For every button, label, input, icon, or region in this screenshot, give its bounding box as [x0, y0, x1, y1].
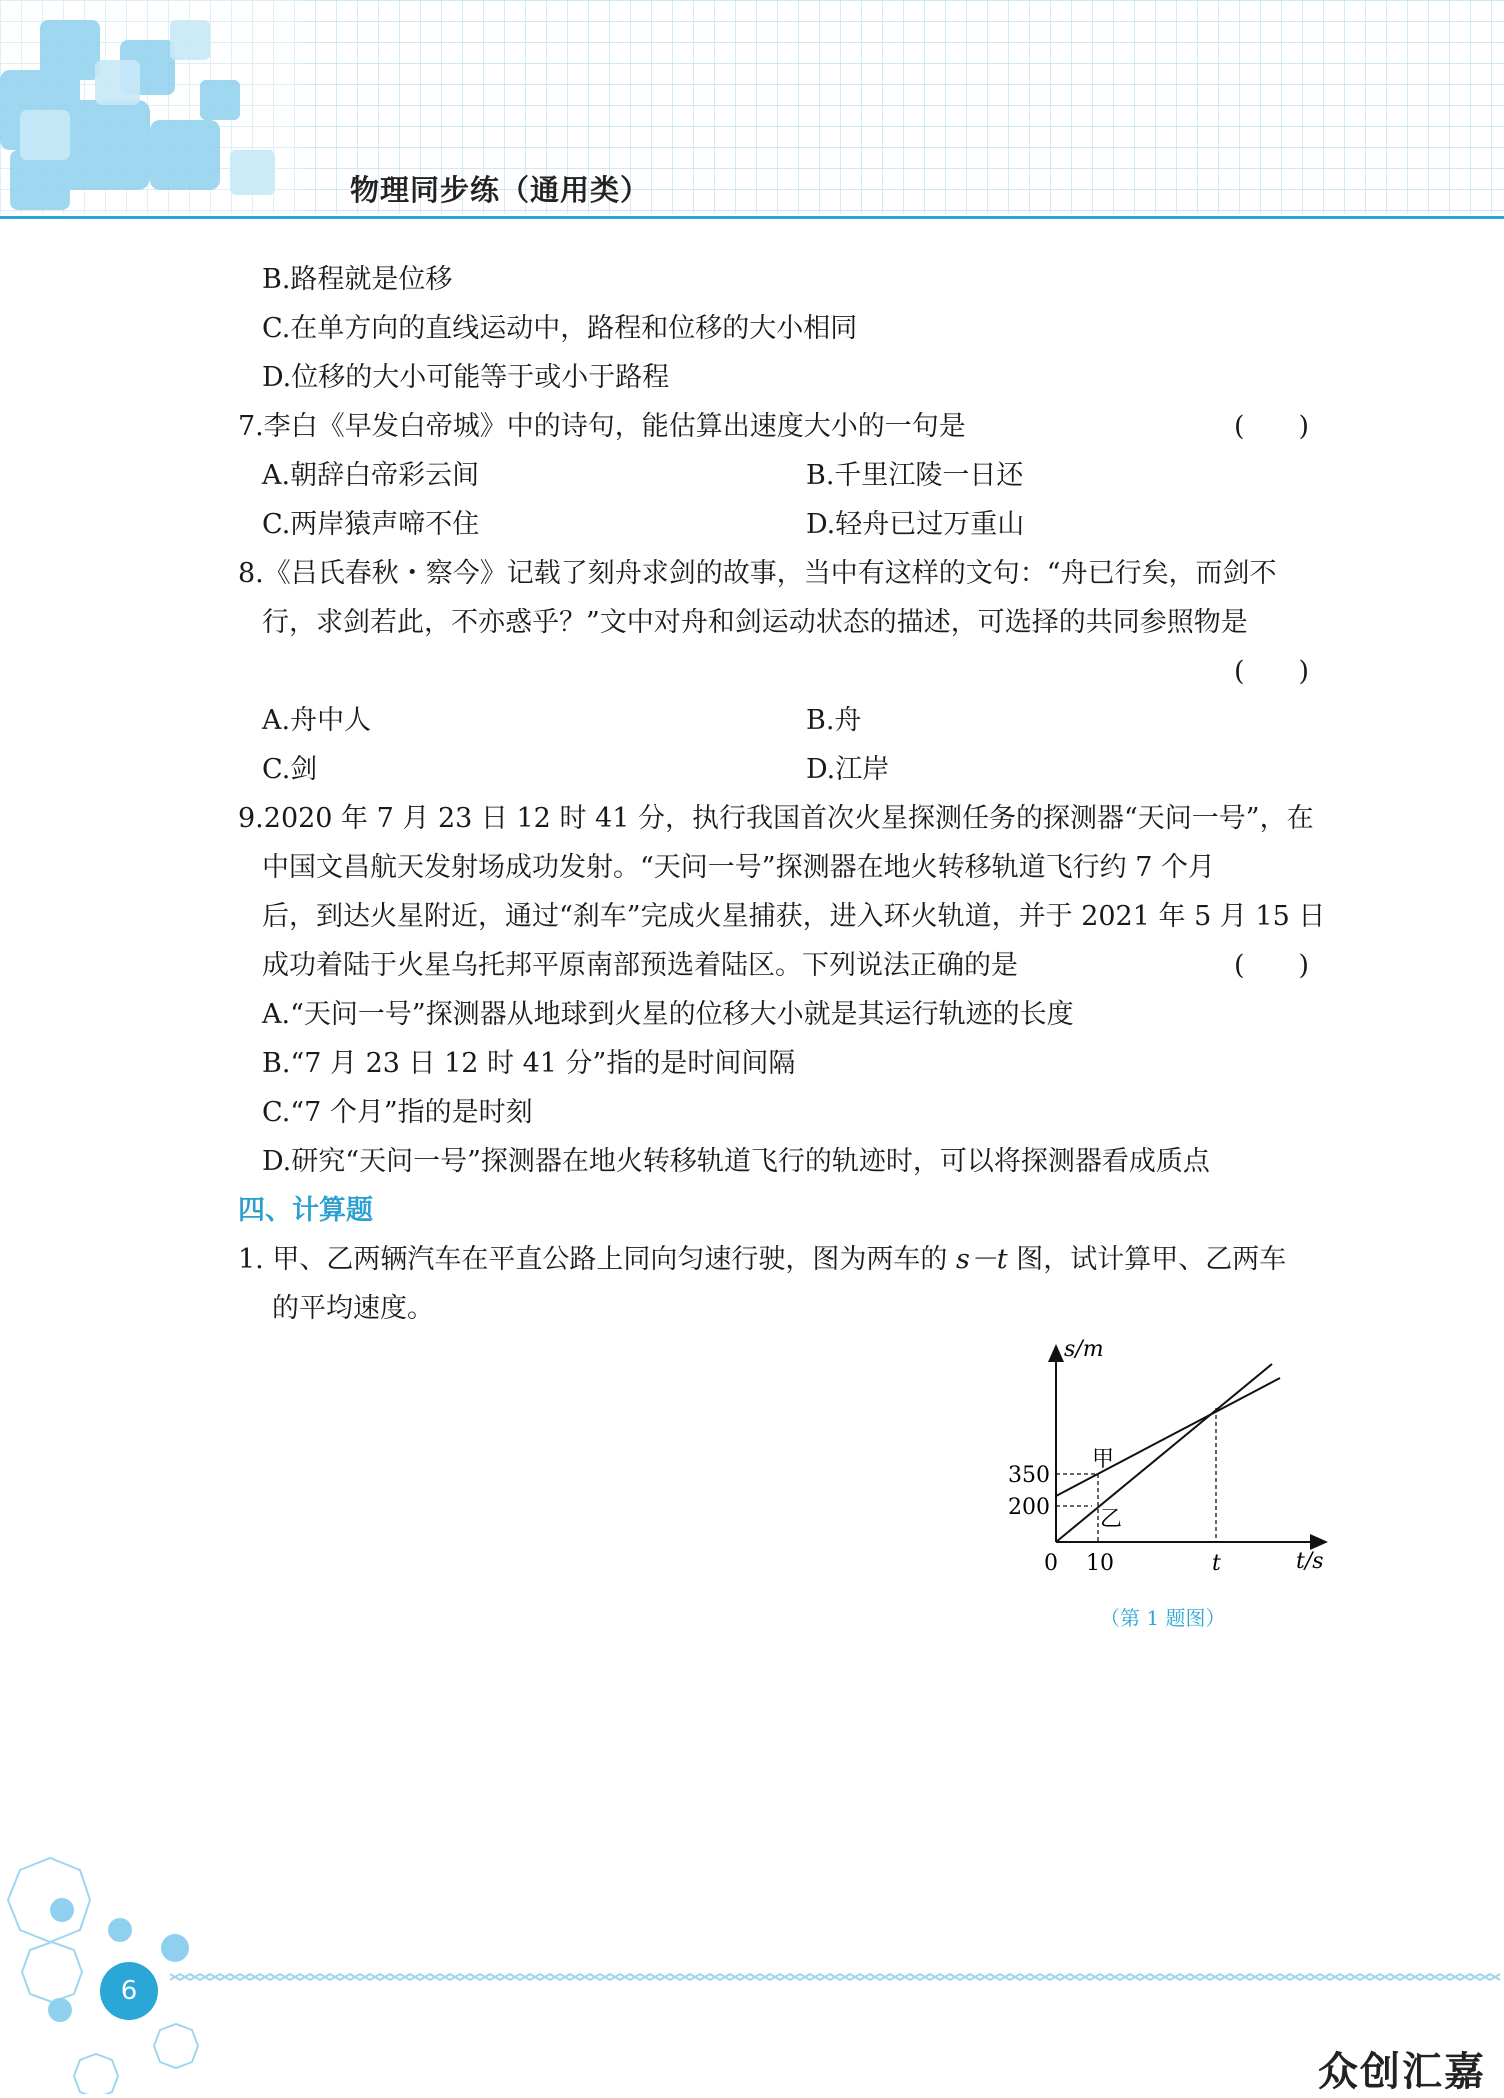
- q6-option-d: D.位移的大小可能等于或小于路程: [262, 362, 670, 393]
- y-axis-label: s/m: [1064, 1337, 1104, 1362]
- q9-answer-blank: ( ): [1234, 950, 1310, 981]
- q9-option-b: B.“7 月 23 日 12 时 41 分”指的是时间间隔: [262, 1048, 796, 1079]
- calc-q1-text-post: 图，试计算甲、乙两车: [1007, 1244, 1287, 1275]
- page-header: [0, 0, 1504, 222]
- q8-stem-line1: 8.《吕氏春秋・察今》记载了刻舟求剑的故事，当中有这样的文句：“舟已行矣，而剑不: [238, 558, 1277, 589]
- q7-answer-blank: ( ): [1234, 411, 1310, 442]
- q9-stem-line1: 9.2020 年 7 月 23 日 12 时 41 分，执行我国首次火星探测任务的探测器“天问一号”，在: [238, 803, 1314, 834]
- x-tick-t: t: [1212, 1551, 1221, 1576]
- page-number: 6: [100, 1962, 158, 2020]
- q7-option-c: C.两岸猿声啼不住: [262, 509, 480, 540]
- st-graph: [990, 1330, 1350, 1604]
- x-tick-10: 10: [1086, 1551, 1114, 1576]
- header-decoration: [0, 0, 1504, 222]
- q8-option-d: D.江岸: [806, 754, 890, 785]
- footer-decoration: [0, 1850, 1504, 2094]
- q8-stem-line2: 行，求剑若此，不亦惑乎？”文中对舟和剑运动状态的描述，可选择的共同参照物是: [262, 607, 1248, 638]
- figure-caption: （第 1 题图）: [1100, 1606, 1226, 1630]
- calc-q1-variable: s－t: [955, 1244, 1008, 1275]
- watermark-text: 众创汇嘉: [1318, 2049, 1486, 2095]
- y-tick-350: 350: [1008, 1463, 1050, 1488]
- label-yi: 乙: [1100, 1507, 1123, 1532]
- q7-option-b: B.千里江陵一日还: [806, 460, 1024, 491]
- q9-option-d: D.研究“天问一号”探测器在地火转移轨道飞行的轨迹时，可以将探测器看成质点: [262, 1146, 1210, 1177]
- origin-label: 0: [1044, 1551, 1058, 1576]
- q6-option-c: C.在单方向的直线运动中，路程和位移的大小相同: [262, 313, 858, 344]
- header-rule: [0, 216, 1504, 219]
- q7-option-a: A.朝辞白帝彩云间: [262, 460, 480, 491]
- q9-stem-line4: 成功着陆于火星乌托邦平原南部预选着陆区。下列说法正确的是: [262, 950, 1018, 981]
- q8-answer-blank: ( ): [1234, 656, 1310, 687]
- q9-stem-line2: 中国文昌航天发射场成功发射。“天问一号”探测器在地火转移轨道飞行约 7 个月: [262, 852, 1215, 883]
- q7-stem: 7.李白《早发白帝城》中的诗句，能估算出速度大小的一句是: [238, 411, 966, 442]
- y-tick-200: 200: [1008, 1495, 1050, 1520]
- q9-option-c: C.“7 个月”指的是时刻: [262, 1097, 533, 1128]
- x-axis-label: t/s: [1296, 1549, 1324, 1574]
- q6-option-b: B.路程就是位移: [262, 264, 453, 295]
- q8-option-a: A.舟中人: [262, 705, 372, 736]
- section-heading-calc: 四、计算题: [238, 1195, 373, 1226]
- q9-stem-line3: 后，到达火星附近，通过“刹车”完成火星捕获，进入环火轨道，并于 2021 年 5 月 15 日: [262, 901, 1326, 932]
- calc-q1-line1: [238, 1242, 1286, 1278]
- line-jia: [1056, 1378, 1280, 1496]
- q8-option-c: C.剑: [262, 754, 318, 785]
- book-title: 物理同步练（通用类）: [350, 173, 651, 207]
- q8-option-b: B.舟: [806, 705, 862, 736]
- calc-q1-line2: 的平均速度。: [272, 1293, 434, 1324]
- label-jia: 甲: [1092, 1447, 1115, 1472]
- wave-border: [170, 1974, 1500, 1980]
- calc-q1-text-pre: 1. 甲、乙两辆汽车在平直公路上同向匀速行驶，图为两车的: [238, 1244, 956, 1275]
- page-footer: [0, 1850, 1504, 2094]
- q7-option-d: D.轻舟已过万重山: [806, 509, 1025, 540]
- line-yi: [1056, 1364, 1272, 1542]
- q9-option-a: A.“天问一号”探测器从地球到火星的位移大小就是其运行轨迹的长度: [262, 999, 1074, 1030]
